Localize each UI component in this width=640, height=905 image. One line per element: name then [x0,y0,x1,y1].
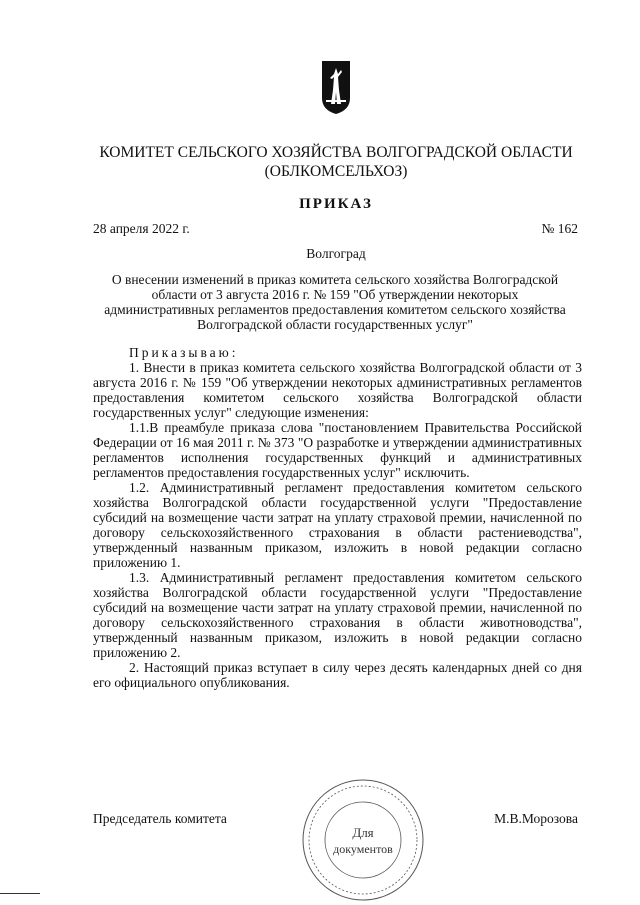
document-date: 28 апреля 2022 г. [93,221,190,236]
signatory-name: М.В.Морозова [494,811,578,826]
paragraph-1-1: 1.1.В преамбуле приказа слова "постановлением Правительства Российской Федерации от 16 мая 2011 г. № 373 "О разработке и утверждении административных регламентов исполнения государственных функций и административных регламентов предоставления государственных услуг" исключить. [93,420,582,480]
page-edge-line [0,893,40,894]
organization-name [0,143,640,181]
signatory-position: Председатель комитета [93,811,227,826]
official-stamp [298,775,428,905]
paragraph-1-3: 1.3. Административный регламент предоставления комитетом сельского хозяйства Волгоградской области государственной услуги "Предоставление субсидий на возмещение части затрат на уплату страховой премии, начисленной по договору сельскохозяйственного страхования в области животноводства", утвержденный названным приказом, изложить в новой редакции согласно приложению 2. [93,570,582,660]
document-city: Волгоград [306,246,366,261]
stamp-text-2: документов [333,842,393,856]
organization-name-line1: КОМИТЕТ СЕЛЬСКОГО ХОЗЯЙСТВА ВОЛГОГРАДСКОЙ ОБЛАСТИ [99,144,573,161]
document-number: № 162 [541,221,578,236]
organization-short-name: (ОБЛКОМСЕЛЬХОЗ) [264,163,408,180]
document-body [93,345,582,690]
document-title: ПРИКАЗ [299,196,373,212]
coat-of-arms-emblem [321,60,351,115]
document-subject: О внесении изменений в приказ комитета сельского хозяйства Волгоградской области от 3 августа 2016 г. № 159 "Об утверждении некоторых административных регламентов предоставления комитетом сельского хозяйства Волгоградской области государственных услуг" [104,272,566,332]
order-word: Приказываю: [129,345,239,360]
stamp-text-1: Для [352,825,374,840]
paragraph-1-2: 1.2. Административный регламент предоставления комитетом сельского хозяйства Волгоградской области государственной услуги "Предоставление субсидий на возмещение части затрат на уплату страховой премии, начисленной по договору сельскохозяйственного страхования в области растениеводства", утвержденный названным приказом, изложить в новой редакции согласно приложению 1. [93,480,582,570]
paragraph-1: 1. Внести в приказ комитета сельского хозяйства Волгоградской области от 3 августа 2016 г. № 159 "Об утверждении некоторых административных регламентов предоставления комитетом сельского хозяйства Волгоградской области государственных услуг" следующие изменения: [93,360,582,420]
paragraph-2: 2. Настоящий приказ вступает в силу через десять календарных дней со дня его официального опубликования. [93,660,582,690]
